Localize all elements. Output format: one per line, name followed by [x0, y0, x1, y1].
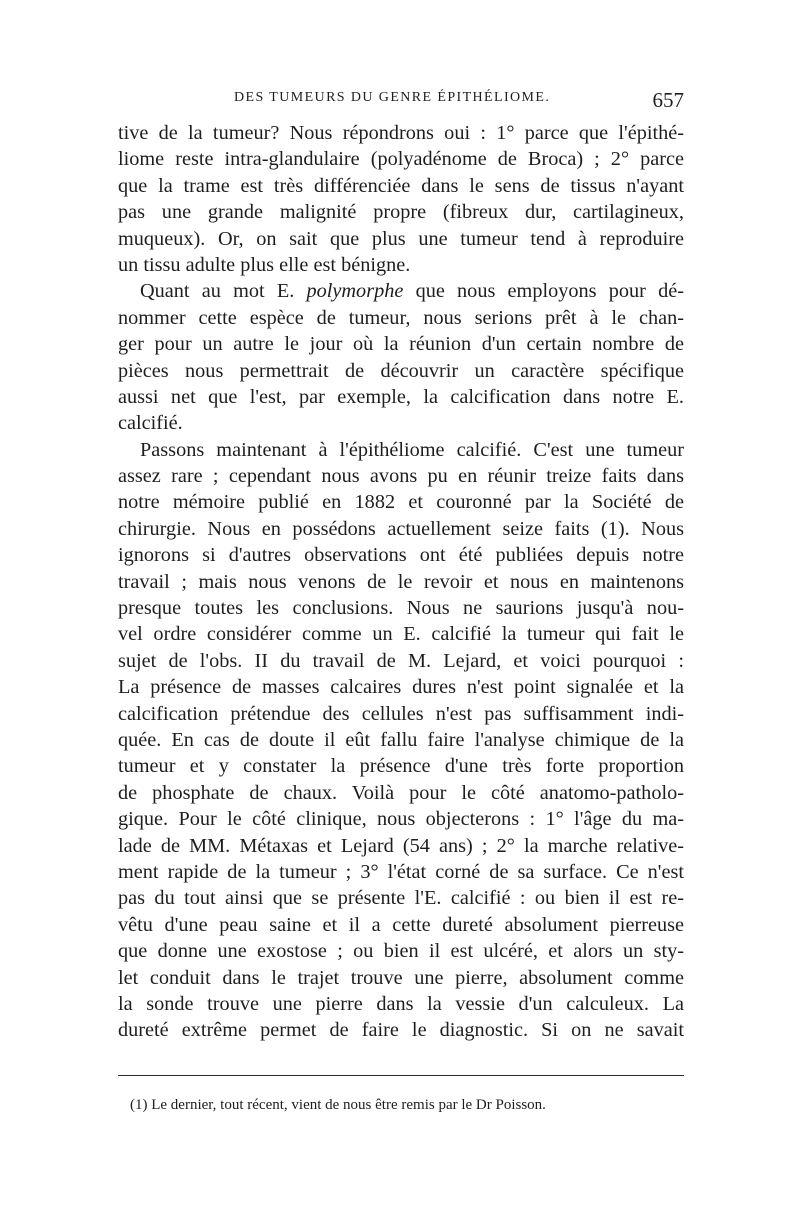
text-line: que donne une exostose ; ou bien il est ulcéré, et alors un sty-	[118, 940, 684, 963]
text-line: un tissu adulte plus elle est bénigne.	[118, 253, 411, 276]
text-segment: que nous employons pour dé-	[403, 280, 684, 303]
text-line: lade de MM. Métaxas et Lejard (54 ans) ; 2° la marche relative-	[118, 834, 684, 857]
text-line: ment rapide de la tumeur ; 3° l'état corné de sa surface. Ce n'est	[118, 860, 684, 883]
text-line: vêtu d'une peau saine et il a cette dureté absolument pierreuse	[118, 913, 684, 936]
text-line: nommer cette espèce de tumeur, nous serions prêt à le chan-	[118, 306, 684, 329]
text-line: pièces nous permettrait de découvrir un caractère spécifique	[118, 359, 684, 382]
text-line: que la trame est très différenciée dans le sens de tissus n'ayant	[118, 174, 684, 197]
text-line: let conduit dans le trajet trouve une pierre, absolument comme	[118, 966, 684, 989]
text-line	[118, 278, 684, 304]
text-line: chirurgie. Nous en possédons actuellement seize faits (1). Nous	[118, 517, 684, 540]
text-line: notre mémoire publié en 1882 et couronné par la Société de	[118, 491, 684, 514]
text-line: pas du tout ainsi que se présente l'E. calcifié : ou bien il est re-	[118, 887, 684, 910]
text-line: pas une grande malignité propre (fibreux dur, cartilagineux,	[118, 201, 684, 224]
text-line: assez rare ; cependant nous avons pu en réunir treize faits dans	[118, 465, 684, 488]
text-line: sujet de l'obs. II du travail de M. Lejard, et voici pourquoi :	[118, 649, 684, 672]
text-line: Passons maintenant à l'épithéliome calcifié. C'est une tumeur	[140, 438, 684, 461]
text-line: ignorons si d'autres observations ont été publiées depuis notre	[118, 544, 684, 567]
text-line: presque toutes les conclusions. Nous ne saurions jusqu'à nou-	[118, 597, 684, 620]
italic-term: polymorphe	[306, 280, 404, 303]
page-number: 657	[652, 88, 684, 112]
running-title: DES TUMEURS DU GENRE ÉPITHÉLIOME.	[234, 90, 551, 105]
text-line: travail ; mais nous venons de le revoir et nous en maintenons	[118, 570, 684, 593]
text-line: calcifié.	[118, 412, 183, 435]
text-line: gique. Pour le côté clinique, nous objecterons : 1° l'âge du ma-	[118, 808, 684, 831]
text-line: calcification prétendue des cellules n'est pas suffisamment indi-	[118, 702, 684, 725]
text-line: liome reste intra-glandulaire (polyadénome de Broca) ; 2° parce	[118, 148, 684, 171]
text-line: quée. En cas de doute il eût fallu faire l'analyse chimique de la	[118, 728, 684, 751]
footnote: (1) Le dernier, tout récent, vient de nous être remis par le Dr Poisson.	[130, 1097, 546, 1113]
running-head	[118, 88, 684, 116]
body-text	[118, 120, 684, 1044]
text-line: tumeur et y constater la présence d'une très forte proportion	[118, 755, 684, 778]
text-line: tive de la tumeur? Nous répondrons oui : 1° parce que l'épithé-	[118, 122, 684, 144]
text-line: vel ordre considérer comme un E. calcifié la tumeur qui fait le	[118, 623, 684, 646]
text-line: aussi net que l'est, par exemple, la calcification dans notre E.	[118, 385, 684, 408]
text-line: dureté extrême permet de faire le diagnostic. Si on ne savait	[118, 1019, 684, 1042]
text-line: de phosphate de chaux. Voilà pour le côté anatomo-patholo-	[118, 781, 684, 804]
text-segment: Quant au mot E.	[140, 280, 307, 303]
text-line: la sonde trouve une pierre dans la vessie d'un calculeux. La	[118, 992, 684, 1015]
text-line: muqueux). Or, on sait que plus une tumeur tend à reproduire	[118, 227, 684, 250]
text-line: ger pour un autre le jour où la réunion d'un certain nombre de	[118, 333, 684, 356]
text-line: La présence de masses calcaires dures n'est point signalée et la	[118, 676, 684, 699]
footnote-rule	[118, 1075, 684, 1076]
